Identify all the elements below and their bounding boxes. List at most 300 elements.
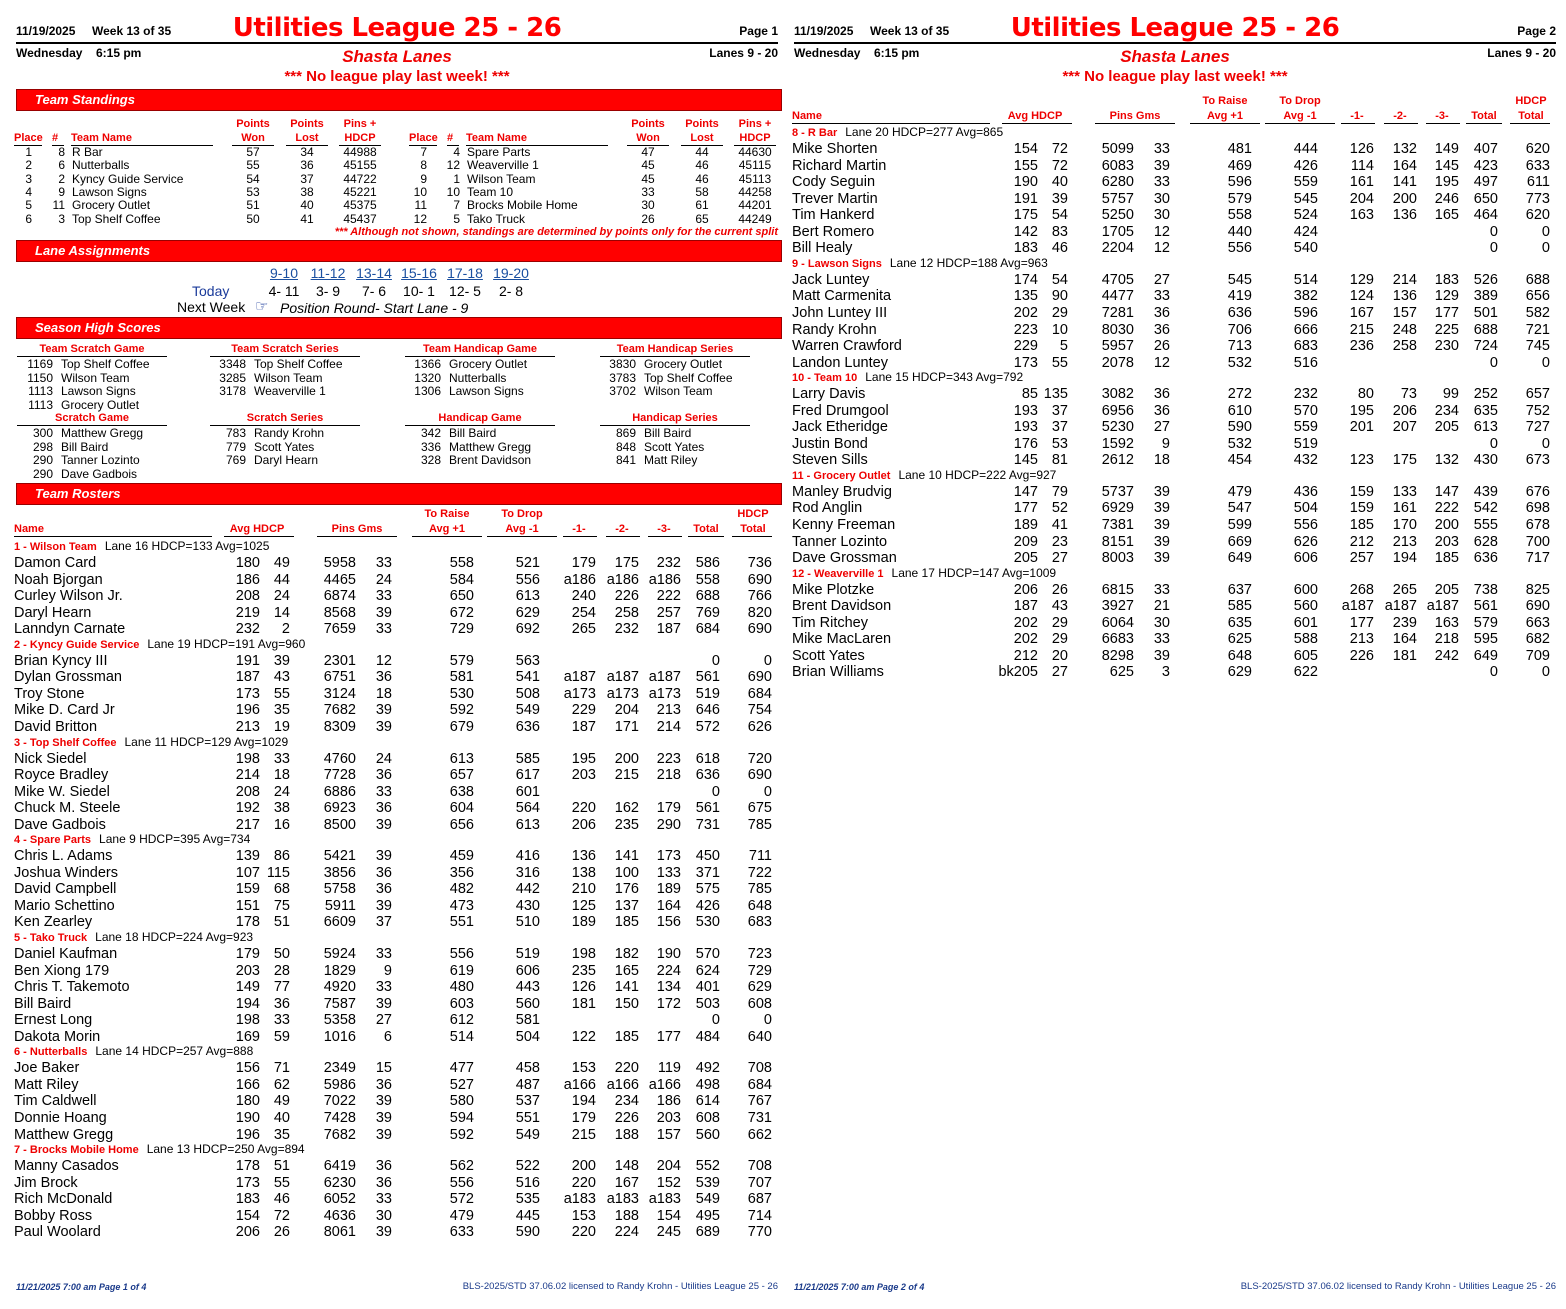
to-raise-avg: 558	[1227, 207, 1252, 224]
hdcp-total-header: HDCP	[1515, 95, 1547, 107]
player-row	[12, 621, 782, 638]
player-name: Fred Drumgool	[792, 402, 889, 419]
game-1: 136	[571, 848, 596, 865]
handicap-total: 767	[747, 1093, 772, 1110]
total-header: Total	[693, 523, 719, 535]
player-average: 187	[1013, 598, 1038, 615]
player-average: 189	[1013, 517, 1038, 533]
team-header-line	[14, 540, 269, 554]
league-notice: *** No league play last week! ***	[284, 68, 510, 85]
handicap-total: 766	[747, 588, 772, 605]
week-label: Week 13 of 35	[92, 24, 172, 38]
player-pins: 6230	[323, 1174, 356, 1191]
standing-team-number: 7	[453, 198, 460, 213]
to-raise-avg: 272	[1227, 386, 1252, 403]
game-2: 167	[614, 1174, 639, 1191]
high-score-name: Wilson Team	[61, 370, 130, 385]
player-name: Bill Baird	[14, 995, 72, 1012]
game-1: 200	[571, 1158, 596, 1175]
player-average: 178	[235, 914, 260, 931]
to-raise-avg: 584	[449, 571, 474, 588]
game-2: 175	[614, 555, 639, 571]
today-label: Today	[192, 283, 230, 299]
handicap-total: 723	[747, 946, 772, 962]
player-games: 21	[1153, 598, 1170, 615]
handicap-total: 729	[747, 962, 772, 979]
header-underline	[1426, 123, 1460, 124]
player-handicap: 29	[1051, 631, 1068, 648]
player-name: Matt Riley	[14, 1076, 79, 1093]
player-pins: 8030	[1101, 321, 1134, 338]
header-underline	[792, 123, 990, 124]
player-pins: 5421	[323, 848, 356, 865]
series-total: 614	[695, 1093, 720, 1110]
player-name: Jack Luntey	[792, 271, 870, 288]
high-score-value: 841	[615, 453, 636, 468]
player-row	[12, 1208, 782, 1225]
game-2: 164	[1392, 631, 1417, 648]
player-pins: 8061	[323, 1224, 356, 1241]
game-2: 232	[614, 621, 639, 638]
series-total: 628	[1473, 533, 1498, 550]
player-row	[12, 914, 782, 931]
team-name-header: Team Name	[71, 132, 132, 144]
game-3: 186	[656, 1093, 681, 1110]
team-name: 3 - Top Shelf Coffee	[14, 736, 117, 749]
handicap-total: 662	[747, 1126, 772, 1143]
player-average: 173	[235, 1174, 260, 1191]
player-games: 12	[1153, 240, 1170, 257]
player-name: Damon Card	[14, 555, 97, 571]
header-underline	[1384, 123, 1418, 124]
high-score-name: Top Shelf Coffee	[254, 357, 343, 371]
game-2: a166	[606, 1076, 639, 1093]
day-label: Wednesday	[794, 46, 861, 60]
handicap-total: 690	[747, 571, 772, 588]
standing-place: 6	[25, 211, 32, 226]
to-drop-avg: 487	[515, 1076, 540, 1093]
high-score-name: Lawson Signs	[449, 384, 524, 399]
player-row	[12, 800, 782, 817]
to-drop-avg: 629	[515, 604, 540, 621]
to-drop-avg: 537	[515, 1093, 540, 1110]
game-2: 150	[614, 995, 639, 1012]
drop-header-2: Avg -1	[1283, 110, 1317, 122]
to-raise-avg: 477	[449, 1060, 474, 1077]
handicap-total: 785	[747, 881, 772, 898]
to-drop-avg: 504	[1293, 500, 1318, 517]
high-score-name: Weaverville 1	[254, 384, 326, 399]
player-average: 206	[1013, 581, 1038, 598]
lane-pair-link[interactable]: 15-16	[401, 265, 437, 281]
team-header-line	[792, 126, 1003, 140]
player-name: Trever Martin	[792, 190, 878, 207]
player-average: 155	[1013, 157, 1038, 174]
to-raise-avg: 551	[449, 914, 474, 931]
game-1: 220	[571, 800, 596, 817]
to-drop-avg: 545	[1293, 190, 1318, 207]
to-drop-avg: 442	[515, 881, 540, 898]
team-info: Lane 15 HDCP=343 Avg=792	[865, 370, 1024, 385]
lane-pair-link[interactable]: 17-18	[447, 265, 483, 281]
to-drop-avg: 622	[1293, 664, 1318, 681]
game-1: 229	[571, 702, 596, 719]
player-name: Bert Romero	[792, 223, 875, 240]
player-row	[790, 207, 1560, 224]
game-2: 248	[1392, 321, 1417, 338]
player-average: 154	[235, 1207, 260, 1224]
player-games: 33	[375, 588, 392, 605]
lane-pair-link[interactable]: 13-14	[356, 265, 392, 281]
to-drop-avg: 563	[515, 652, 540, 669]
high-score-name: Grocery Outlet	[644, 357, 723, 371]
player-name: Brian Kyncy III	[14, 652, 108, 669]
to-raise-avg: 649	[1227, 550, 1252, 567]
standing-pins-hdcp: 45115	[738, 158, 772, 173]
to-raise-avg: 638	[449, 783, 474, 800]
high-score-name: Dave Gadbois	[61, 466, 138, 481]
standing-team-number: 8	[58, 145, 65, 159]
player-row	[790, 436, 1560, 453]
high-score-name: Grocery Outlet	[449, 357, 528, 371]
player-average: 196	[235, 702, 260, 719]
to-raise-avg: 679	[449, 718, 474, 735]
game-2: 170	[1392, 517, 1417, 533]
handicap-total: 709	[1525, 647, 1550, 664]
game-3: 119	[657, 1060, 681, 1077]
standing-place: 12	[413, 211, 427, 226]
standing-points-won: 45	[641, 158, 655, 173]
to-drop-avg: 508	[515, 685, 540, 702]
player-games: 39	[1153, 157, 1170, 174]
game-2: 182	[614, 946, 639, 962]
high-score-value: 769	[225, 453, 246, 468]
today-matchup: 4- 11	[268, 283, 300, 299]
series-total: 0	[1489, 240, 1498, 257]
to-raise-avg: 729	[449, 621, 474, 638]
pins-gms-header: Pins Gms	[331, 523, 383, 535]
player-handicap: 29	[1051, 614, 1068, 631]
player-row	[790, 598, 1560, 615]
player-average: 196	[235, 1126, 260, 1143]
player-pins: 3082	[1101, 386, 1134, 403]
player-handicap: 83	[1051, 223, 1068, 240]
series-total: 549	[695, 1191, 720, 1208]
player-handicap: 39	[1051, 190, 1068, 207]
game-2: 157	[1392, 304, 1417, 321]
game-1: 161	[1349, 174, 1374, 191]
series-total: 572	[695, 718, 720, 735]
high-score-name: Bill Baird	[61, 439, 109, 454]
player-handicap: 10	[1051, 321, 1068, 338]
standing-points-lost: 46	[695, 171, 709, 186]
lane-pair-link[interactable]: 9-10	[269, 265, 299, 281]
player-name: Brian Williams	[792, 664, 884, 681]
game-3: 213	[656, 702, 681, 719]
handicap-total: 722	[747, 864, 772, 881]
game-2: a187	[1384, 598, 1417, 615]
handicap-total: 611	[1526, 174, 1550, 191]
series-total: 769	[695, 604, 720, 621]
series-total: 650	[1473, 190, 1498, 207]
player-name: Mike MacLaren	[792, 631, 892, 648]
game-1: 129	[1349, 271, 1374, 288]
series-total: 624	[695, 962, 720, 979]
series-total: 430	[1473, 452, 1498, 469]
standing-place: 11	[414, 198, 427, 213]
game-2: 175	[1392, 452, 1417, 469]
series-total: 492	[695, 1060, 720, 1077]
handicap-total: 690	[747, 669, 772, 686]
standing-points-lost: 37	[300, 171, 314, 186]
player-average: 194	[235, 995, 260, 1012]
game-1: 159	[1349, 483, 1374, 500]
to-drop-avg: 382	[1293, 288, 1318, 305]
player-games: 36	[375, 1158, 392, 1175]
game-1: 268	[1349, 581, 1374, 598]
bowling-center: Shasta Lanes	[1120, 47, 1230, 66]
player-games: 30	[1153, 614, 1170, 631]
game-2: a173	[606, 685, 639, 702]
high-score-value: 3285	[219, 370, 246, 385]
series-total: 0	[711, 652, 720, 669]
player-row	[12, 751, 782, 768]
game-3: 133	[656, 864, 681, 881]
game-3: 164	[656, 897, 681, 914]
game-3: 145	[1434, 157, 1459, 174]
page-2	[790, 0, 1560, 1309]
series-total: 519	[695, 685, 720, 702]
game-3: 147	[1434, 483, 1459, 500]
player-pins: 7682	[323, 1126, 356, 1143]
rosters-section-bar: Team Rosters	[16, 483, 782, 505]
highs-section-bar: Season High Scores	[16, 317, 782, 339]
player-row	[12, 963, 782, 980]
game-1: 226	[1349, 647, 1374, 664]
player-games: 39	[375, 1109, 392, 1126]
hdcp-total-header: HDCP	[737, 508, 769, 520]
header-underline	[648, 536, 682, 537]
player-row	[12, 946, 782, 963]
game-3: 132	[1434, 452, 1459, 469]
to-raise-avg: 706	[1227, 321, 1252, 338]
series-total: 539	[695, 1174, 720, 1191]
to-raise-avg: 594	[449, 1109, 474, 1126]
handicap-total: 825	[1525, 581, 1550, 598]
high-score-name: Top Shelf Coffee	[61, 357, 150, 371]
player-handicap: 40	[273, 1109, 290, 1126]
game-3: 183	[1434, 271, 1459, 288]
game-3: 129	[1434, 288, 1459, 305]
team-header-line	[14, 931, 253, 945]
to-drop-avg: 516	[515, 1174, 540, 1191]
to-drop-avg: 626	[1293, 533, 1318, 550]
game-3: 99	[1442, 386, 1459, 403]
player-row	[12, 669, 782, 686]
player-row	[790, 534, 1560, 551]
player-row	[12, 1060, 782, 1077]
game-3: 154	[656, 1207, 681, 1224]
player-pins: 3124	[323, 685, 356, 702]
player-handicap: 72	[273, 1207, 290, 1224]
game-2: a187	[606, 669, 639, 686]
standing-team-name: Lawson Signs	[72, 184, 147, 199]
player-name: Manley Brudvig	[792, 483, 892, 500]
to-raise-avg: 530	[449, 685, 474, 702]
team-info: Lane 17 HDCP=147 Avg=1009	[891, 565, 1057, 580]
player-games: 33	[375, 1191, 392, 1208]
player-handicap: 55	[273, 685, 290, 702]
standing-team-name: Wilson Team	[467, 171, 536, 186]
to-raise-avg: 656	[449, 816, 474, 833]
to-raise-avg: 514	[449, 1028, 474, 1045]
player-average: 107	[235, 864, 260, 881]
player-average: 232	[235, 621, 260, 638]
standing-points-won: 47	[641, 145, 655, 159]
player-row	[790, 517, 1560, 534]
player-handicap: 38	[273, 800, 290, 817]
player-name: Mike D. Card Jr	[14, 702, 115, 719]
player-games: 12	[1153, 354, 1170, 371]
series-total: 738	[1473, 581, 1498, 598]
series-total: 0	[711, 1012, 720, 1029]
standing-team-name: Spare Parts	[467, 145, 531, 159]
game-3: 189	[656, 881, 681, 898]
player-handicap: 27	[1051, 550, 1068, 567]
header-underline	[1510, 123, 1550, 124]
to-drop-avg: 601	[515, 783, 540, 800]
player-handicap: 54	[1051, 271, 1068, 288]
game-3: 218	[656, 767, 681, 784]
series-total: 731	[695, 816, 720, 833]
game-3: 163	[1434, 614, 1459, 631]
player-handicap: 29	[1051, 304, 1068, 321]
game-2: 207	[1392, 419, 1417, 436]
game-2: 171	[614, 718, 639, 735]
to-drop-avg: 617	[515, 767, 540, 784]
game-2: 235	[614, 816, 639, 833]
game3-header: -3-	[1435, 110, 1449, 122]
player-games: 36	[375, 767, 392, 784]
player-handicap: 68	[273, 881, 290, 898]
to-drop-avg: 596	[1293, 304, 1318, 321]
game-2: a183	[606, 1191, 639, 1208]
pointing-hand-icon: ☞	[255, 298, 269, 315]
lane-pair-link[interactable]: 11-12	[310, 265, 346, 281]
high-score-value: 1113	[28, 397, 53, 412]
handicap-total: 820	[747, 604, 772, 621]
team-header-line	[14, 1045, 253, 1059]
game2-header: -2-	[1393, 110, 1407, 122]
game-1: 185	[1349, 517, 1374, 533]
player-pins: 6874	[323, 588, 356, 605]
handicap-total: 640	[747, 1028, 772, 1045]
player-name: Bobby Ross	[14, 1207, 93, 1224]
game-3: 179	[656, 800, 681, 817]
player-handicap: 37	[1051, 402, 1068, 419]
player-games: 39	[375, 604, 392, 621]
standing-points-lost: 40	[300, 198, 314, 213]
player-name: Daniel Kaufman	[14, 946, 118, 962]
standing-team-name: Nutterballs	[72, 158, 130, 173]
footer-right: BLS-2025/STD 37.06.02 licensed to Randy Krohn - Utilities League 25 - 26	[1240, 1281, 1556, 1292]
standing-team-name: Brocks Mobile Home	[467, 198, 578, 213]
standing-points-won: 53	[246, 184, 260, 199]
player-average: 219	[235, 604, 260, 621]
next-week-text: Position Round- Start Lane - 9	[280, 300, 469, 316]
player-name: Mike W. Siedel	[14, 783, 110, 800]
player-handicap: 2	[281, 621, 290, 638]
series-total: 497	[1473, 174, 1498, 191]
points-lost-header-2: Lost	[690, 132, 714, 144]
to-drop-avg: 560	[1293, 598, 1318, 615]
header-underline	[1095, 123, 1175, 124]
game-3: 234	[1434, 402, 1459, 419]
today-matchup: 3- 9	[315, 283, 341, 299]
player-handicap: 55	[1051, 354, 1068, 371]
player-row	[790, 272, 1560, 289]
handicap-total: 727	[1525, 419, 1550, 436]
series-total: 561	[1473, 598, 1498, 615]
player-pins: 7281	[1101, 304, 1134, 321]
game-2: a186	[606, 571, 639, 588]
game1-header: -1-	[1350, 110, 1364, 122]
player-handicap: 55	[273, 1174, 290, 1191]
player-pins: 5986	[323, 1076, 356, 1093]
player-games: 39	[375, 848, 392, 865]
player-handicap: 24	[273, 783, 290, 800]
player-average: 179	[235, 946, 260, 962]
player-handicap: 49	[273, 1093, 290, 1110]
standing-team-name: R Bar	[72, 145, 103, 159]
high-score-name: Scott Yates	[644, 439, 705, 454]
series-total: 426	[695, 897, 720, 914]
avg-hdcp-header: Avg HDCP	[229, 523, 285, 535]
player-name: Daryl Hearn	[14, 604, 92, 621]
to-drop-avg: 524	[1293, 207, 1318, 224]
player-pins: 6064	[1101, 614, 1134, 631]
game-2: 200	[1392, 190, 1417, 207]
to-drop-avg: 436	[1293, 483, 1318, 500]
player-handicap: 26	[1051, 581, 1068, 598]
player-games: 39	[375, 816, 392, 833]
player-average: 208	[235, 588, 260, 605]
player-average: 173	[235, 685, 260, 702]
handicap-total: 770	[747, 1224, 772, 1241]
handicap-total: 690	[747, 621, 772, 638]
team-info: Lane 20 HDCP=277 Avg=865	[845, 125, 1004, 139]
player-pins: 625	[1109, 664, 1134, 681]
player-pins: 7022	[323, 1093, 356, 1110]
player-name: David Britton	[14, 718, 98, 735]
lane-pair-link[interactable]: 19-20	[493, 265, 529, 281]
game-1: 236	[1349, 338, 1374, 355]
player-name: Landon Luntey	[792, 354, 888, 371]
standing-team-number: 10	[446, 184, 460, 199]
series-total: 608	[695, 1109, 720, 1126]
report-date: 11/19/2025	[16, 24, 76, 38]
player-average: 202	[1013, 631, 1038, 648]
player-handicap: 44	[273, 571, 290, 588]
player-name: Mike Shorten	[792, 141, 878, 157]
player-name: Nick Siedel	[14, 750, 87, 767]
to-drop-avg: 600	[1293, 581, 1318, 598]
player-name: Ernest Long	[14, 1012, 93, 1029]
player-pins: 5230	[1101, 419, 1134, 436]
player-games: 33	[375, 783, 392, 800]
game-2: 258	[1392, 338, 1417, 355]
points-won-header: Points	[236, 118, 270, 130]
